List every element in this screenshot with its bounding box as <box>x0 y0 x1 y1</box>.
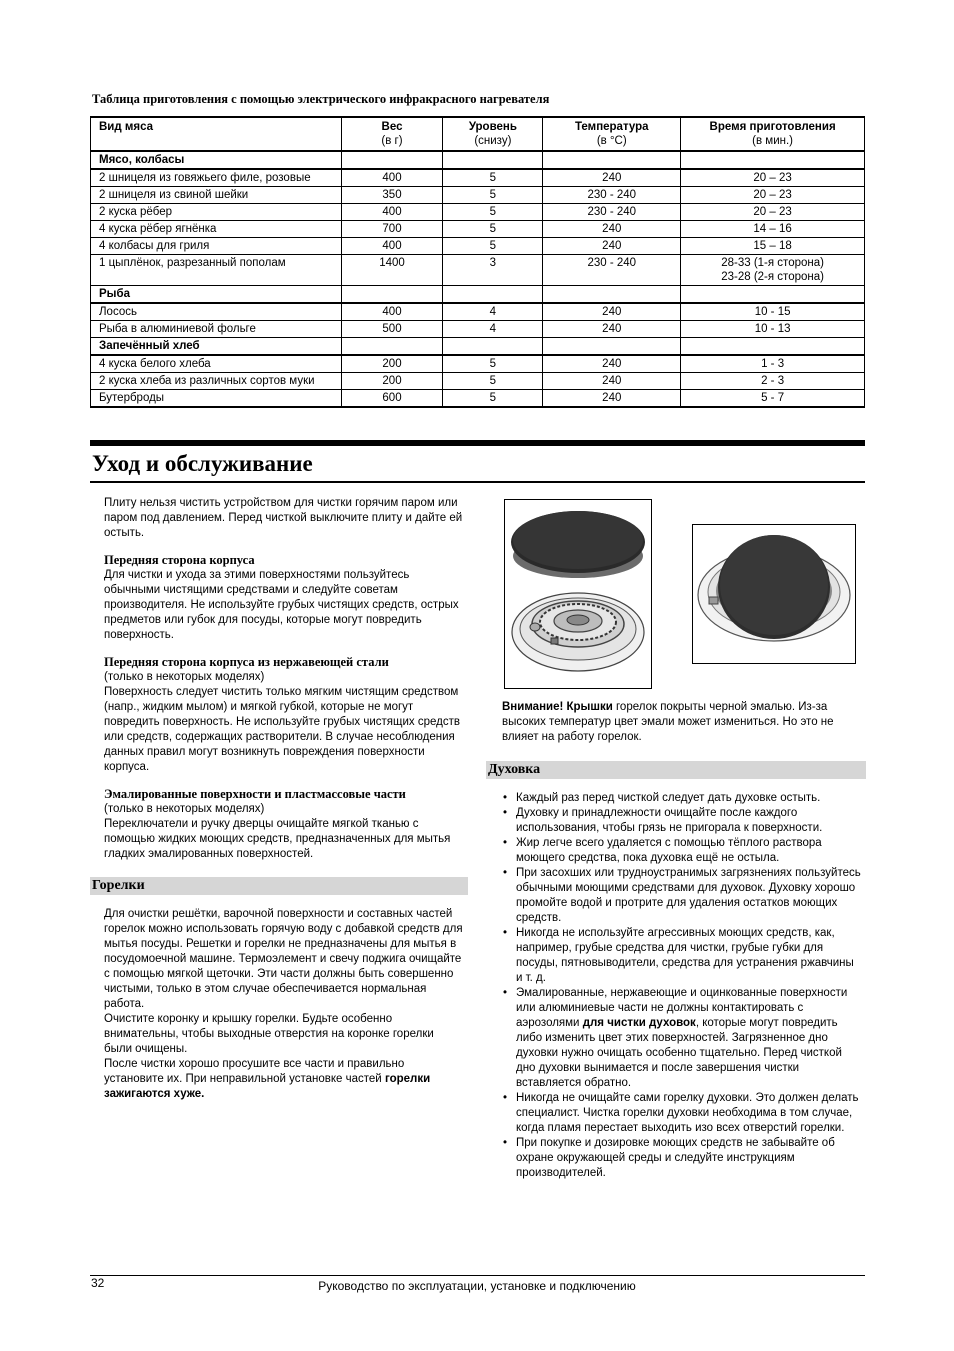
table-cell: 4 <box>443 321 543 338</box>
table-row <box>91 187 865 204</box>
table-cell <box>543 338 681 356</box>
warning-text: Внимание! Крышки горелок покрыты черной эмалью. Из-за высоких температур цвет эмали может измениться. Но это не влияет на работу горелок. <box>502 701 834 743</box>
table-cell: Рыба <box>91 286 342 304</box>
table-cell: 350 <box>341 187 443 204</box>
column-header: Время приготовления (в мин.) <box>681 117 865 151</box>
table-cell: 240 <box>543 321 681 338</box>
table-cell: 500 <box>341 321 443 338</box>
steel-heading: Передняя сторона корпуса из нержавеющей стали <box>104 655 389 669</box>
table-cell: 5 <box>443 373 543 390</box>
section-title: Уход и обслуживание <box>92 451 313 476</box>
table-row <box>91 221 865 238</box>
table-cell: 700 <box>341 221 443 238</box>
table-cell: 3 <box>443 255 543 286</box>
table-cell: 2 куска хлеба из различных сортов муки <box>91 373 342 390</box>
front-heading: Передняя сторона корпуса <box>104 553 255 567</box>
table-row <box>91 255 865 286</box>
table-cell: 400 <box>341 238 443 255</box>
table-cell: 5 <box>443 390 543 408</box>
table-cell: 240 <box>543 221 681 238</box>
table-cell: 230 - 240 <box>543 204 681 221</box>
table-cell: 2 шницеля из свиной шейки <box>91 187 342 204</box>
table-row <box>91 238 865 255</box>
burner-parts-illustration <box>505 500 651 688</box>
table-row <box>91 373 865 390</box>
table-cell: 1 цыплёнок, разрезанный пополам <box>91 255 342 286</box>
section-divider <box>90 440 865 446</box>
table-cell: 1 - 3 <box>681 355 865 373</box>
enamel-note: (только в некоторых моделях) <box>104 803 265 815</box>
table-cell: 240 <box>543 355 681 373</box>
table-cell: 2 - 3 <box>681 373 865 390</box>
list-item: • Эмалированные, нержавеющие и оцинкованные поверхности или алюминиевые части не должны контактировать с аэрозолями для чистки духовок, которые могут повредить либо изменить цвет этих поверхностей. Загрязненное дно духовки нужно очищать особенно тщательно. Перед чисткой дно духовки вынимается и после завершения чистки вставляется обратно. <box>502 986 862 1091</box>
list-item: • При засохших или трудноустранимых загрязнениях пользуйтесь обычными моющими средствами для духовок. Духовку хорошо промойте водой и протрите для удаления остатков моющих средств. <box>502 866 862 926</box>
enamel-text: Переключатели и ручку дверцы очищайте мягкой тканью с помощью жидких моющих средств, предназначенных для мытья гладких эмалированных поверхностей. <box>104 818 451 860</box>
table-cell: 5 <box>443 187 543 204</box>
burners-heading: Горелки <box>90 877 468 895</box>
table-cell: Мясо, колбасы <box>91 151 342 169</box>
table-cell: 15 – 18 <box>681 238 865 255</box>
footer-rule <box>90 1275 865 1276</box>
table-cell: 4 <box>443 303 543 321</box>
page-number: 32 <box>91 1276 105 1290</box>
list-item: • Каждый раз перед чисткой следует дать духовке остыть. <box>502 791 862 806</box>
table-row <box>91 390 865 408</box>
table-cell: 240 <box>543 390 681 408</box>
table-body <box>91 151 865 407</box>
table-cell: 10 - 15 <box>681 303 865 321</box>
table-cell <box>443 338 543 356</box>
burner-assembled-illustration <box>693 525 855 663</box>
table-group-row <box>91 286 865 304</box>
table-cell: 10 - 13 <box>681 321 865 338</box>
steel-text: Поверхность следует чистить только мягким чистящим средством (напр., жидким мылом) и мягкой губкой, которые не могут повредить поверхность. Не используйте грубых чистящих средств или средств, содержащих растворители. В случае несоблюдения данных правил могут возникнуть повреждения поверхности корпуса. <box>104 686 460 773</box>
table-cell <box>443 286 543 304</box>
column-header: Температура (в °C) <box>543 117 681 151</box>
column-header: Уровень (снизу) <box>443 117 543 151</box>
table-cell <box>443 151 543 169</box>
table-cell <box>341 338 443 356</box>
table-row <box>91 204 865 221</box>
burner-assembled-image <box>692 524 856 664</box>
table-cell: 5 <box>443 169 543 187</box>
footer-title: Руководство по эксплуатации, установке и подключению <box>318 1279 636 1293</box>
table-cell: 230 - 240 <box>543 187 681 204</box>
list-item: • Никогда не используйте агрессивных моющих средств, как, например, грубые средства для чистки, грубые губки для посуды, пятновыводители, средства для устранения ржавчины и т. д. <box>502 926 862 986</box>
table-cell: 20 – 23 <box>681 187 865 204</box>
table-row <box>91 169 865 187</box>
table-cell: 2 куска рёбер <box>91 204 342 221</box>
table-cell <box>543 286 681 304</box>
list-item: • Жир легче всего удаляется с помощью тёплого раствора моющего средства, пока духовка ещё не остыла. <box>502 836 862 866</box>
list-item: • Никогда не очищайте сами горелку духовки. Это должен делать специалист. Чистка горелки духовки необходима в том случае, когда пламя перестает выходить изо всех отверстий горелки. <box>502 1091 862 1136</box>
burners-text <box>104 907 464 1102</box>
table-cell: Рыба в алюминиевой фольге <box>91 321 342 338</box>
table-cell: 200 <box>341 355 443 373</box>
table-cell: 4 колбасы для гриля <box>91 238 342 255</box>
table-cell: 5 - 7 <box>681 390 865 408</box>
table-cell: 1400 <box>341 255 443 286</box>
burners-paragraph-2: Очистите коронку и крышку горелки. Будьте особенно внимательны, чтобы выходные отверстия на коронке горелки были очищены. <box>104 1013 434 1055</box>
table-row <box>91 355 865 373</box>
table-cell <box>341 286 443 304</box>
table-cell: 240 <box>543 303 681 321</box>
table-group-row <box>91 151 865 169</box>
table-cell: 2 шницеля из говяжьего филе, розовые <box>91 169 342 187</box>
table-cell: 20 – 23 <box>681 204 865 221</box>
table-cell: 5 <box>443 238 543 255</box>
table-cell: 240 <box>543 238 681 255</box>
enamel-heading: Эмалированные поверхности и пластмассовые части <box>104 787 406 801</box>
table-cell: Бутерброды <box>91 390 342 408</box>
burners-paragraph-1: Для очистки решётки, варочной поверхности и составных частей горелок можно использовать горячую воду с добавкой средств для мытья посуды. Решетки и горелки не предназначены для мытья в посудомоечной машине. Термоэлемент и свечу поджига очищайте с помощью мягкой щеточки. Эти части должны быть совершенно чистыми, только в этом случае обеспечивается нормальная работа. <box>104 908 463 1010</box>
list-item: • Духовку и принадлежности очищайте после каждого использования, чтобы грязь не пригорала к поверхности. <box>502 806 862 836</box>
table-cell <box>341 151 443 169</box>
table-cell: Запечённый хлеб <box>91 338 342 356</box>
table-cell: 4 куска рёбер ягнёнка <box>91 221 342 238</box>
table-group-row <box>91 338 865 356</box>
table-cell: 240 <box>543 373 681 390</box>
table-row <box>91 303 865 321</box>
table-cell <box>681 286 865 304</box>
table-cell: 14 – 16 <box>681 221 865 238</box>
table-cell: Лосось <box>91 303 342 321</box>
table-cell: 230 - 240 <box>543 255 681 286</box>
table-cell: 400 <box>341 303 443 321</box>
table-cell: 600 <box>341 390 443 408</box>
table-cell: 400 <box>341 204 443 221</box>
column-header: Вид мяса <box>91 117 342 151</box>
table-cell: 20 – 23 <box>681 169 865 187</box>
table-cell: 240 <box>543 169 681 187</box>
table-cell: 5 <box>443 355 543 373</box>
oven-heading: Духовка <box>486 761 866 779</box>
table-cell <box>543 151 681 169</box>
oven-list <box>502 791 862 1181</box>
column-header: Вес (в г) <box>341 117 443 151</box>
cooking-table <box>90 116 865 408</box>
list-item: • При покупке и дозировке моющих средств не забывайте об охране окружающей среды и следуйте инструкциям производителей. <box>502 1136 862 1181</box>
table-cell: 28-33 (1-я сторона) 23-28 (2-я сторона) <box>681 255 865 286</box>
table-header-row <box>91 117 865 151</box>
table-cell: 200 <box>341 373 443 390</box>
burners-paragraph-3: После чистки хорошо просушите все части и правильно установите их. При неправильной установке частей горелки зажигаются хуже. <box>104 1058 431 1100</box>
table-cell <box>681 151 865 169</box>
table-cell: 4 куска белого хлеба <box>91 355 342 373</box>
table-cell: 5 <box>443 221 543 238</box>
table-cell <box>681 338 865 356</box>
burner-exploded-image <box>504 499 652 689</box>
table-cell: 5 <box>443 204 543 221</box>
section-underline <box>90 481 865 483</box>
front-text: Для чистки и ухода за этими поверхностями пользуйтесь обычными чистящими средствами и следуйте советам производителя. Не используйте грубых чистящих средств, острых предметов или губок для посуды, которые могут повредить поверхность. <box>104 569 459 641</box>
table-cell: 400 <box>341 169 443 187</box>
steel-note: (только в некоторых моделях) <box>104 671 265 683</box>
intro-paragraph: Плиту нельзя чистить устройством для чистки горячим паром или паром под давлением. Перед чисткой выключите плиту и дайте ей остыть. <box>104 497 463 539</box>
oven-list-container <box>502 791 862 1181</box>
table-title: Таблица приготовления с помощью электрического инфракрасного нагревателя <box>92 92 550 106</box>
table-row <box>91 321 865 338</box>
